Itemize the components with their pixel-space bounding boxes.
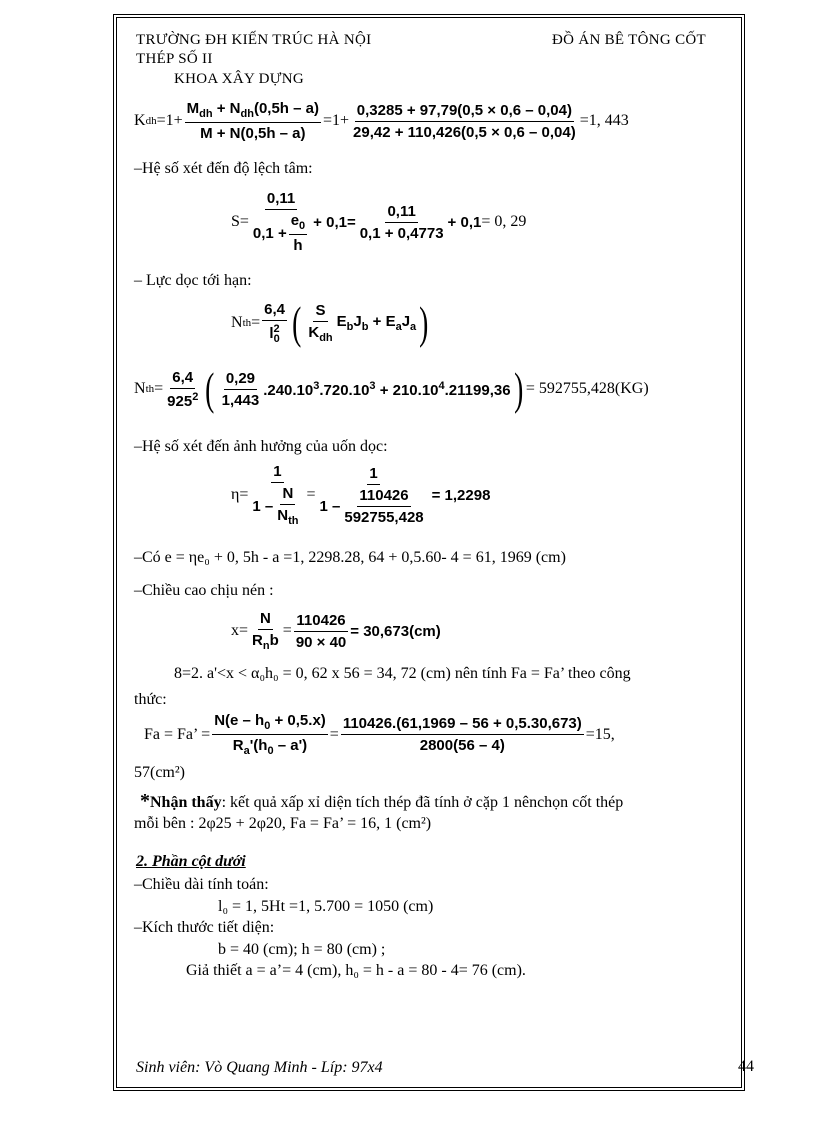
assumption-line: Giả thiết a = a’= 4 (cm), h₀ = h - a = 80 - 4= 76 (cm). xyxy=(186,962,526,979)
eta-equation: η= 1 1 – $\frac{N}{N_{th}}$ = 1 1 – $\frac{110426}{592755,428}$ = 1,2298 xyxy=(231,463,491,527)
length-intro: –Chiều dài tính toán: xyxy=(134,876,269,893)
kdh-fraction-symbolic: $\frac{M_{dh} + N_{dh}(0,5h - a)}{M + N(0,5h - a)}$ xyxy=(186,100,319,142)
kdh-equation: K dh =1+ $\frac{M_{dh} + N_{dh}(0,5h - a)}{M + N(0,5h - a)}$ =1+ $\frac{0,3285 + 97,79(0,5 \times 0,6 - 0,04)}{29,42 + 110,426(0,5 \times 0,6 - 0,04)}$ =1, 443 xyxy=(134,100,629,142)
nth-formula: N th = $\frac{6,4}{l^2_0}$ ( $\frac{S}{K_{dh}}$ $E_bJ_b + E_aJ_a$ ) xyxy=(231,297,429,348)
x-intro: –Chiều cao chịu nén : xyxy=(134,582,274,599)
nth-result: = 592755,428(KG) xyxy=(525,380,649,397)
fa-result-cont: 57(cm²) xyxy=(134,764,185,781)
x-result: = 30,673(cm) xyxy=(350,622,441,640)
condition-line-2: thức: xyxy=(134,691,167,708)
footer-student: Sinh viên: Vò Quang Minh - Líp: 97x4 xyxy=(136,1059,383,1076)
kdh-fraction-numeric: $\frac{0,3285 + 97,79(0,5 \times 0,6 - 0,04)}{29,42 + 110,426(0,5 \times 0,6 - 0,04)}$ xyxy=(353,101,576,141)
section-size-intro: –Kích thước tiết diện: xyxy=(134,919,275,936)
e-line: –Có e = ηe₀ + 0, 5h - a =1, 2298.28, 64 + 0,5.60- 4 = 61, 1969 (cm) xyxy=(134,549,566,566)
condition-line-1: 8=2. a'<x < α₀h₀ = 0, 62 x 56 = 34, 72 (cm) nên tính Fa = Fa’ theo công xyxy=(174,665,631,682)
x-equation: x= $\frac{N}{R_nb}$ = $\frac{110426}{90 \times 40}$ = 30,673(cm) xyxy=(231,610,441,652)
nth-value-equation: N th = $\frac{6,4}{925^2}$ ( $\frac{0,29}{1,443}$ $.240.10^3.720.10^3 + 210.10^4.21199,36$ ) = 592755,428(KG) xyxy=(134,363,649,414)
s-intro: –Hệ số xét đến độ lệch tâm: xyxy=(134,160,313,177)
s-result: = 0, 29 xyxy=(481,213,527,230)
header-project-cont: THÉP SỐ II xyxy=(136,51,213,67)
header-faculty: KHOA XÂY DỰNG xyxy=(174,71,304,87)
eta-intro: –Hệ số xét đến ảnh hưởng của uốn dọc: xyxy=(134,438,388,455)
header-project: ĐỒ ÁN BÊ TÔNG CỐT xyxy=(552,32,706,48)
remark-line-1: *Nhận thấy: kết quả xấp xỉ diện tích thép đã tính ở cặp 1 nênchọn cốt thép xyxy=(140,790,624,812)
fa-result: =15, xyxy=(585,725,615,743)
header-school: TRƯỜNG ĐH KIẾN TRÚC HÀ NỘI xyxy=(136,32,372,48)
fa-equation: Fa = Fa’ = $\frac{N(e - h_0 + 0,5.x)}{R_a'(h_0 - a')}$ = $\frac{110426.(61,1969 - 56 + 0,5.30,673)}{2800(56 - 4)}$ =15, xyxy=(144,712,615,757)
eta-result: = 1,2298 xyxy=(431,486,491,504)
kdh-result: =1, 443 xyxy=(579,112,629,129)
remark-line-2: mỗi bên : 2φ25 + 2φ20, Fa = Fa’ = 16, 1 (cm²) xyxy=(134,815,432,832)
page-number: 44 xyxy=(738,1058,754,1075)
section-2-title: 2. Phần cột dưới xyxy=(136,853,246,870)
section-size-value: b = 40 (cm); h = 80 (cm) ; xyxy=(218,941,386,958)
length-value: l₀ = 1, 5Ht =1, 5.700 = 1050 (cm) xyxy=(218,898,434,915)
s-equation: S= 0,11 0,1 + $\frac{e_0}{h}$ + 0,1= $\frac{0,11}{0,1 + 0,4773}$ + 0,1 = 0, 29 xyxy=(231,190,527,254)
nth-intro: – Lực dọc tới hạn: xyxy=(134,272,252,289)
